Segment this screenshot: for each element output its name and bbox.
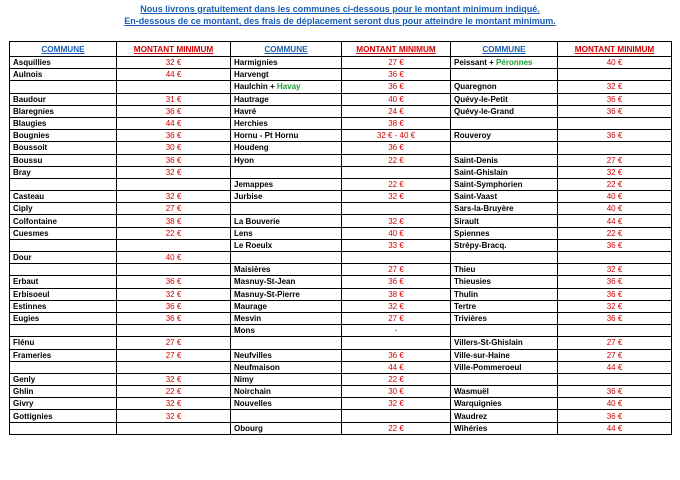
montant-minimum-cell xyxy=(117,422,231,434)
montant-minimum-cell: 44 € xyxy=(558,361,672,373)
montant-minimum-cell: 32 € xyxy=(117,166,231,178)
commune-name-cell: Waudrez xyxy=(451,410,558,422)
commune-name-cell xyxy=(451,373,558,385)
montant-minimum-cell xyxy=(342,252,451,264)
montant-minimum-cell: 32 € xyxy=(558,166,672,178)
commune-name-cell: Jurbise xyxy=(231,191,342,203)
commune-name-cell: Quévy-le-Grand xyxy=(451,105,558,117)
montant-minimum-cell: 22 € xyxy=(117,227,231,239)
montant-minimum-cell xyxy=(342,166,451,178)
commune-name-cell xyxy=(231,410,342,422)
table-body xyxy=(10,57,672,435)
header-commune-1: COMMUNE xyxy=(10,42,117,57)
commune-name-cell: La Bouverie xyxy=(231,215,342,227)
commune-name-cell xyxy=(231,252,342,264)
delivery-table-wrapper xyxy=(9,41,671,435)
table-row xyxy=(10,215,672,227)
commune-name-cell: Cuesmes xyxy=(10,227,117,239)
commune-name-cell: Genly xyxy=(10,373,117,385)
montant-minimum-cell xyxy=(558,373,672,385)
montant-minimum-cell xyxy=(117,178,231,190)
table-row xyxy=(10,191,672,203)
montant-minimum-cell: 36 € xyxy=(558,105,672,117)
commune-name-primary: Haulchin + xyxy=(234,82,277,92)
montant-minimum-cell: 22 € xyxy=(117,386,231,398)
commune-name-cell xyxy=(10,325,117,337)
commune-name-cell: Sars-la-Bruyère xyxy=(451,203,558,215)
montant-minimum-cell: 44 € xyxy=(342,361,451,373)
montant-minimum-cell: 36 € xyxy=(558,386,672,398)
commune-name-cell xyxy=(231,166,342,178)
montant-minimum-cell xyxy=(342,410,451,422)
montant-minimum-cell: 44 € xyxy=(117,117,231,129)
montant-minimum-cell: 38 € xyxy=(342,288,451,300)
montant-minimum-cell: 32 € xyxy=(117,398,231,410)
montant-minimum-cell xyxy=(558,325,672,337)
montant-minimum-cell: 30 € xyxy=(342,386,451,398)
commune-name-cell: Quévy-le-Petit xyxy=(451,93,558,105)
montant-minimum-cell: 44 € xyxy=(117,69,231,81)
montant-minimum-cell: 32 € xyxy=(558,300,672,312)
montant-minimum-cell: 32 € xyxy=(342,191,451,203)
montant-minimum-cell: 32 € xyxy=(117,191,231,203)
commune-name-cell: Aulnois xyxy=(10,69,117,81)
table-row xyxy=(10,239,672,251)
table-row xyxy=(10,81,672,93)
commune-name-secondary: Péronnes xyxy=(496,58,533,68)
commune-name-cell: Masnuy-St-Pierre xyxy=(231,288,342,300)
commune-name-cell xyxy=(451,142,558,154)
table-row xyxy=(10,422,672,434)
commune-name-cell: Erbaut xyxy=(10,276,117,288)
commune-name-cell: Le Roeulx xyxy=(231,239,342,251)
commune-name-cell: Asquillies xyxy=(10,57,117,69)
commune-name-cell: Maurage xyxy=(231,300,342,312)
commune-name-cell xyxy=(451,117,558,129)
montant-minimum-cell: 38 € xyxy=(342,117,451,129)
montant-minimum-cell: 38 € xyxy=(117,215,231,227)
montant-minimum-cell: 22 € xyxy=(558,227,672,239)
table-row xyxy=(10,105,672,117)
table-row xyxy=(10,373,672,385)
montant-minimum-cell: 36 € xyxy=(342,349,451,361)
commune-name-cell xyxy=(10,178,117,190)
montant-minimum-cell: 27 € xyxy=(558,337,672,349)
montant-minimum-cell xyxy=(558,117,672,129)
header-commune-3: COMMUNE xyxy=(451,42,558,57)
commune-name-cell: Hornu - Pt Hornu xyxy=(231,130,342,142)
header-montant-2: MONTANT MINIMUM xyxy=(342,42,451,57)
commune-name-cell xyxy=(10,422,117,434)
montant-minimum-cell: 40 € xyxy=(342,227,451,239)
montant-minimum-cell: 27 € xyxy=(558,154,672,166)
table-row xyxy=(10,361,672,373)
montant-minimum-cell: 40 € xyxy=(117,252,231,264)
commune-name-secondary: Havay xyxy=(276,82,301,92)
montant-minimum-cell: 36 € xyxy=(117,130,231,142)
montant-minimum-cell: 44 € xyxy=(558,422,672,434)
table-row xyxy=(10,252,672,264)
table-row xyxy=(10,130,672,142)
commune-name-cell: Strépy-Bracq. xyxy=(451,239,558,251)
commune-name-cell: Villers-St-Ghislain xyxy=(451,337,558,349)
commune-name-cell: Wasmuël xyxy=(451,386,558,398)
table-row xyxy=(10,300,672,312)
commune-name-cell: Bray xyxy=(10,166,117,178)
commune-name-cell: Neufvilles xyxy=(231,349,342,361)
commune-name-cell: Ghlin xyxy=(10,386,117,398)
table-row xyxy=(10,349,672,361)
commune-name-cell xyxy=(10,361,117,373)
montant-minimum-cell xyxy=(342,203,451,215)
commune-name-cell: Thieusies xyxy=(451,276,558,288)
montant-minimum-cell: 32 € xyxy=(558,81,672,93)
notice-header xyxy=(0,0,680,27)
commune-name-cell: Blaugies xyxy=(10,117,117,129)
commune-name-cell: Gottignies xyxy=(10,410,117,422)
montant-minimum-cell xyxy=(558,142,672,154)
delivery-minimum-table xyxy=(9,41,672,435)
commune-name-cell xyxy=(451,69,558,81)
commune-name-cell xyxy=(10,81,117,93)
table-row xyxy=(10,337,672,349)
commune-name-cell: Wihéries xyxy=(451,422,558,434)
montant-minimum-cell: 40 € xyxy=(558,191,672,203)
montant-minimum-cell: 31 € xyxy=(117,93,231,105)
commune-name-cell: Blaregnies xyxy=(10,105,117,117)
montant-minimum-cell xyxy=(342,337,451,349)
table-row xyxy=(10,276,672,288)
montant-minimum-cell: 36 € xyxy=(558,276,672,288)
commune-name-cell xyxy=(451,252,558,264)
commune-name-cell: Ciply xyxy=(10,203,117,215)
commune-name-cell: Ville-Pommeroeul xyxy=(451,361,558,373)
montant-minimum-cell: 36 € xyxy=(342,81,451,93)
commune-name-cell: Ville-sur-Haine xyxy=(451,349,558,361)
montant-minimum-cell: 32 € xyxy=(342,215,451,227)
commune-name-cell: Trivières xyxy=(451,312,558,324)
montant-minimum-cell: 36 € xyxy=(342,142,451,154)
montant-minimum-cell: 22 € xyxy=(558,178,672,190)
montant-minimum-cell: 32 € xyxy=(117,410,231,422)
commune-name-cell: Erbisoeul xyxy=(10,288,117,300)
table-row xyxy=(10,410,672,422)
montant-minimum-cell: 36 € xyxy=(558,410,672,422)
montant-minimum-cell: 32 € xyxy=(342,300,451,312)
montant-minimum-cell: 36 € xyxy=(558,312,672,324)
montant-minimum-cell xyxy=(558,69,672,81)
commune-name-cell: Saint-Symphorien xyxy=(451,178,558,190)
header-montant-3: MONTANT MINIMUM xyxy=(558,42,672,57)
commune-name-cell: Houdeng xyxy=(231,142,342,154)
commune-name-cell: Sirault xyxy=(451,215,558,227)
montant-minimum-cell xyxy=(117,361,231,373)
montant-minimum-cell: 27 € xyxy=(117,337,231,349)
montant-minimum-cell: 36 € xyxy=(558,239,672,251)
montant-minimum-cell: - xyxy=(342,325,451,337)
table-row xyxy=(10,398,672,410)
table-row xyxy=(10,57,672,69)
commune-name-cell: Boussu xyxy=(10,154,117,166)
montant-minimum-cell xyxy=(117,264,231,276)
table-row xyxy=(10,117,672,129)
commune-name-cell: Nimy xyxy=(231,373,342,385)
commune-name-cell: Herchies xyxy=(231,117,342,129)
montant-minimum-cell: 27 € xyxy=(117,203,231,215)
commune-name-cell: Eugies xyxy=(10,312,117,324)
commune-name-cell: Harmignies xyxy=(231,57,342,69)
commune-name-cell: Mesvin xyxy=(231,312,342,324)
commune-name-cell: Nouvelles xyxy=(231,398,342,410)
montant-minimum-cell: 27 € xyxy=(342,264,451,276)
commune-name-cell: Dour xyxy=(10,252,117,264)
notice-line-1: Nous livrons gratuitement dans les communes ci-dessous pour le montant minimum indiqué. xyxy=(140,4,540,14)
commune-name-cell: Estinnes xyxy=(10,300,117,312)
commune-name-primary: Peissant + xyxy=(454,58,497,68)
montant-minimum-cell: 36 € xyxy=(342,69,451,81)
commune-name-cell: Masnuy-St-Jean xyxy=(231,276,342,288)
montant-minimum-cell: 36 € xyxy=(558,93,672,105)
commune-name-cell: Noirchain xyxy=(231,386,342,398)
commune-name-cell xyxy=(451,325,558,337)
commune-name-cell: Frameries xyxy=(10,349,117,361)
header-commune-2: COMMUNE xyxy=(231,42,342,57)
montant-minimum-cell: 36 € xyxy=(342,276,451,288)
commune-name-cell: Flénu xyxy=(10,337,117,349)
table-row xyxy=(10,93,672,105)
table-row xyxy=(10,312,672,324)
commune-name-cell xyxy=(231,337,342,349)
commune-name-cell: Spiennes xyxy=(451,227,558,239)
montant-minimum-cell: 36 € xyxy=(558,130,672,142)
montant-minimum-cell: 24 € xyxy=(342,105,451,117)
montant-minimum-cell: 27 € xyxy=(117,349,231,361)
montant-minimum-cell: 32 € xyxy=(117,57,231,69)
montant-minimum-cell: 22 € xyxy=(342,373,451,385)
table-row xyxy=(10,264,672,276)
montant-minimum-cell: 27 € xyxy=(342,312,451,324)
table-header-row xyxy=(10,42,672,57)
table-row xyxy=(10,203,672,215)
commune-name-cell: Mons xyxy=(231,325,342,337)
commune-name-cell xyxy=(231,81,342,93)
table-row xyxy=(10,227,672,239)
montant-minimum-cell xyxy=(558,252,672,264)
montant-minimum-cell: 40 € xyxy=(558,398,672,410)
commune-name-cell: Havré xyxy=(231,105,342,117)
montant-minimum-cell: 27 € xyxy=(558,349,672,361)
montant-minimum-cell: 36 € xyxy=(558,288,672,300)
montant-minimum-cell: 36 € xyxy=(117,154,231,166)
table-row xyxy=(10,386,672,398)
commune-name-cell: Warquignies xyxy=(451,398,558,410)
montant-minimum-cell: 40 € xyxy=(342,93,451,105)
commune-name-cell: Obourg xyxy=(231,422,342,434)
commune-name-cell: Casteau xyxy=(10,191,117,203)
table-row xyxy=(10,178,672,190)
montant-minimum-cell xyxy=(117,239,231,251)
montant-minimum-cell: 32 € xyxy=(342,398,451,410)
commune-name-cell xyxy=(10,239,117,251)
montant-minimum-cell: 33 € xyxy=(342,239,451,251)
commune-name-cell: Lens xyxy=(231,227,342,239)
montant-minimum-cell: 36 € xyxy=(117,300,231,312)
commune-name-cell: Jemappes xyxy=(231,178,342,190)
montant-minimum-cell: 36 € xyxy=(117,105,231,117)
commune-name-cell xyxy=(231,203,342,215)
montant-minimum-cell: 36 € xyxy=(117,312,231,324)
commune-name-cell: Hyon xyxy=(231,154,342,166)
table-row xyxy=(10,288,672,300)
table-row xyxy=(10,325,672,337)
montant-minimum-cell: 32 € - 40 € xyxy=(342,130,451,142)
montant-minimum-cell: 32 € xyxy=(117,288,231,300)
montant-minimum-cell: 27 € xyxy=(342,57,451,69)
commune-name-cell: Baudour xyxy=(10,93,117,105)
notice-line-2: En-dessous de ce montant, des frais de déplacement seront dus pour atteindre le montant minimum. xyxy=(124,16,556,26)
commune-name-cell: Maisières xyxy=(231,264,342,276)
montant-minimum-cell xyxy=(117,325,231,337)
commune-name-cell: Tertre xyxy=(451,300,558,312)
commune-name-cell xyxy=(10,264,117,276)
table-row xyxy=(10,69,672,81)
commune-name-cell: Colfontaine xyxy=(10,215,117,227)
commune-name-cell: Quaregnon xyxy=(451,81,558,93)
commune-name-cell: Hautrage xyxy=(231,93,342,105)
montant-minimum-cell: 32 € xyxy=(117,373,231,385)
header-montant-1: MONTANT MINIMUM xyxy=(117,42,231,57)
commune-name-cell xyxy=(451,57,558,69)
montant-minimum-cell: 36 € xyxy=(117,276,231,288)
montant-minimum-cell: 40 € xyxy=(558,203,672,215)
montant-minimum-cell: 22 € xyxy=(342,178,451,190)
commune-name-cell: Boussoit xyxy=(10,142,117,154)
commune-name-cell: Saint-Ghislain xyxy=(451,166,558,178)
commune-name-cell: Thieu xyxy=(451,264,558,276)
table-row xyxy=(10,166,672,178)
montant-minimum-cell: 40 € xyxy=(558,57,672,69)
commune-name-cell: Bougnies xyxy=(10,130,117,142)
montant-minimum-cell: 22 € xyxy=(342,154,451,166)
montant-minimum-cell: 22 € xyxy=(342,422,451,434)
commune-name-cell: Saint-Denis xyxy=(451,154,558,166)
commune-name-cell: Thulin xyxy=(451,288,558,300)
montant-minimum-cell: 32 € xyxy=(558,264,672,276)
commune-name-cell: Harvengt xyxy=(231,69,342,81)
commune-name-cell: Rouveroy xyxy=(451,130,558,142)
commune-name-cell: Givry xyxy=(10,398,117,410)
table-row xyxy=(10,154,672,166)
montant-minimum-cell: 30 € xyxy=(117,142,231,154)
table-row xyxy=(10,142,672,154)
commune-name-cell: Neufmaison xyxy=(231,361,342,373)
montant-minimum-cell xyxy=(117,81,231,93)
commune-name-cell: Saint-Vaast xyxy=(451,191,558,203)
montant-minimum-cell: 44 € xyxy=(558,215,672,227)
